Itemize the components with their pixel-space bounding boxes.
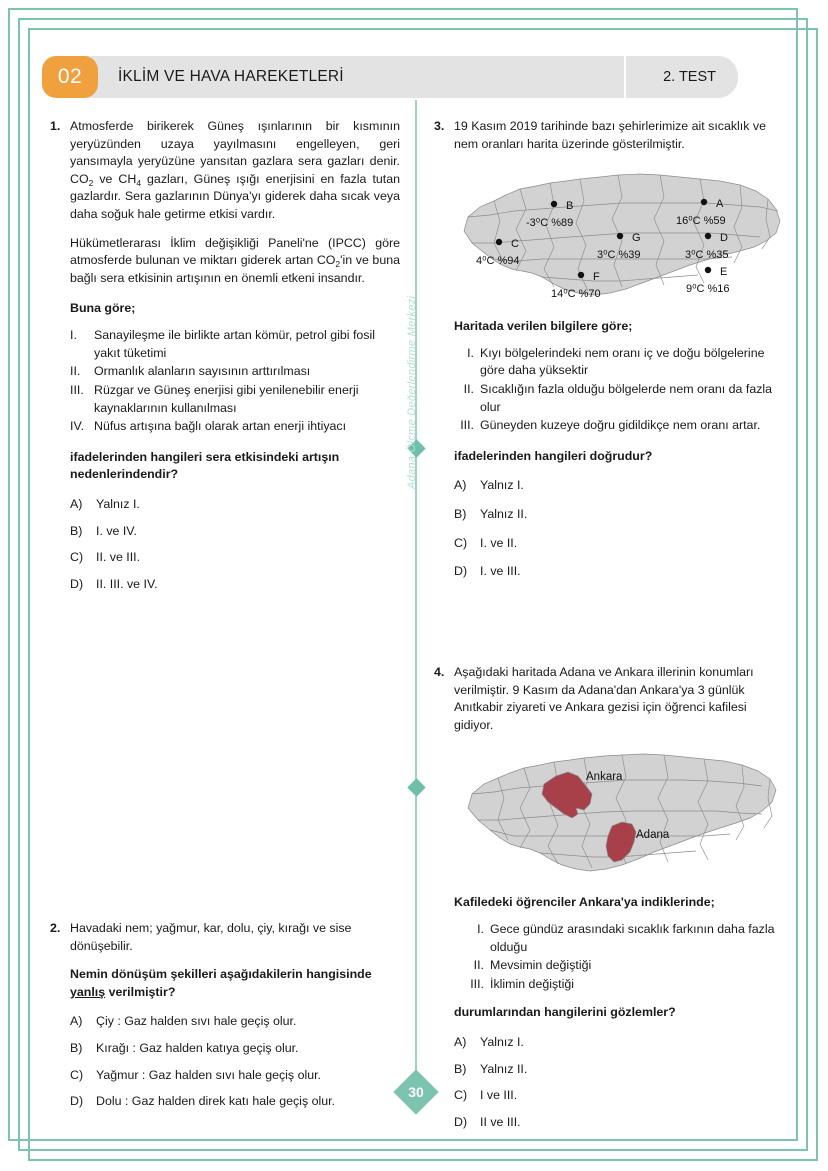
roman-numeral: II. <box>70 364 81 379</box>
roman-numeral: III. <box>470 976 484 991</box>
map-point-B-id: B <box>566 200 574 213</box>
left-column <box>48 118 400 1109</box>
question-prompt: ifadelerinden hangileri sera etkisindeki artışın nedenlerindendir? <box>70 449 340 482</box>
roman-text: Kıyı bölgelerindeki nem oranı iç ve doğu bölgelerine göre daha yüksektir <box>480 345 765 378</box>
option-text: Yalnız II. <box>480 507 528 522</box>
list-item <box>70 382 400 417</box>
question-prompt: ifadelerinden hangileri doğrudur? <box>454 448 653 463</box>
map-point-G-id: G <box>632 232 641 245</box>
option-b[interactable] <box>70 523 400 541</box>
option-b[interactable] <box>454 506 784 524</box>
option-letter: C) <box>70 550 84 565</box>
option-c[interactable] <box>454 535 784 553</box>
roman-statement-list <box>70 327 400 436</box>
option-text: II. III. ve IV. <box>96 576 158 591</box>
roman-statement-list <box>464 921 784 993</box>
roman-numeral: I. <box>467 345 474 360</box>
question-paragraph: Havadaki nem; yağmur, kar, dolu, çiy, kırağı ve sise dönüşebilir. <box>70 921 352 953</box>
option-letter: D) <box>70 576 84 591</box>
option-letter: C) <box>70 1067 84 1082</box>
map-point-C-value: 4⁰C %94 <box>476 255 520 268</box>
option-text: Yağmur : Gaz halden sıvı hale geçiş olur. <box>96 1067 321 1082</box>
option-letter: D) <box>70 1094 84 1109</box>
map-point-E-value: 9⁰C %16 <box>686 283 730 296</box>
divider-diamond-icon <box>407 778 425 796</box>
roman-text: Güneyden kuzeye doğru gidildikçe nem oranı artar. <box>480 418 761 433</box>
question-prompt: durumlarından hangilerini gözlemler? <box>454 1005 676 1020</box>
option-text: Yalnız I. <box>480 478 524 493</box>
option-letter: A) <box>70 1014 83 1029</box>
question-paragraph: Hükümetlerarası İklim değişikliği Paneli'ne (IPCC) göre atmosferde bulunan ve miktarı giderek artan $CO_2'in$ ve buna bağlı sera etkisinin artışının en önemli etkeni insandır. <box>70 235 400 285</box>
option-d[interactable] <box>454 563 784 581</box>
answer-options <box>70 496 400 593</box>
option-text: Yalnız II. <box>480 1061 528 1076</box>
option-letter: D) <box>454 1114 468 1129</box>
map-point-B-value: -3⁰C %89 <box>526 217 574 230</box>
option-letter: B) <box>454 507 467 522</box>
option-a[interactable] <box>70 1013 400 1031</box>
city-label-adana: Adana <box>636 829 670 842</box>
list-item <box>454 345 784 380</box>
map-point-F-value: 14⁰C %70 <box>551 288 601 301</box>
option-letter: B) <box>70 523 83 538</box>
map-point-A-id: A <box>716 198 724 211</box>
test-label: 2. TEST <box>663 69 716 85</box>
option-a[interactable] <box>70 496 400 514</box>
list-item <box>464 921 784 956</box>
roman-text: Ormanlık alanların sayısının arttırılması <box>94 364 311 379</box>
page-content <box>34 34 794 1130</box>
list-item <box>70 418 400 436</box>
list-item <box>464 976 784 994</box>
option-c[interactable] <box>70 549 400 567</box>
option-text: Yalnız I. <box>96 496 140 511</box>
option-b[interactable] <box>454 1061 784 1079</box>
question-number: 2. <box>50 921 61 935</box>
option-letter: A) <box>454 1035 467 1050</box>
option-b[interactable] <box>70 1040 400 1058</box>
question-lead: Haritada verilen bilgilere göre; <box>454 319 633 334</box>
question-number: 1. <box>50 119 61 133</box>
roman-numeral: I. <box>70 328 77 343</box>
map-point-C-id: C <box>511 238 519 251</box>
option-d[interactable] <box>70 1093 400 1111</box>
map-point-F-id: F <box>593 271 600 284</box>
turkey-temperature-humidity-map <box>454 165 784 305</box>
header-separator <box>624 56 626 98</box>
option-a[interactable] <box>454 477 784 495</box>
roman-numeral: IV. <box>70 419 85 434</box>
roman-numeral: III. <box>70 382 84 397</box>
roman-text: Sıcaklığın fazla olduğu bölgelerde nem oranı da fazla olur <box>480 382 773 414</box>
page-title: İKLİM VE HAVA HAREKETLERİ <box>118 68 344 85</box>
map-point-G-value: 3⁰C %39 <box>597 249 641 262</box>
question-1 <box>48 118 400 602</box>
question-lead: Buna göre; <box>70 301 136 316</box>
option-text: I. ve III. <box>480 564 521 579</box>
list-item <box>454 417 784 435</box>
answer-options <box>454 477 784 580</box>
question-lead: Kafiledeki öğrenciler Ankara'ya indiklerinde; <box>454 895 715 910</box>
map-point-D-value: 3⁰C %35 <box>685 249 729 262</box>
option-text: Kırağı : Gaz halden katıya geçiş olur. <box>96 1041 299 1056</box>
option-text: Çiy : Gaz halden sıvı hale geçiş olur. <box>96 1014 297 1029</box>
question-number: 4. <box>434 665 445 679</box>
question-4 <box>432 664 784 1141</box>
list-item <box>70 327 400 362</box>
question-prompt <box>70 966 400 1001</box>
option-text: II ve III. <box>480 1114 521 1129</box>
answer-options <box>454 1034 784 1131</box>
turkey-cities-map <box>454 746 784 881</box>
roman-statement-list <box>454 345 784 435</box>
prompt-underlined: yanlış <box>70 984 106 999</box>
answer-options <box>70 1013 400 1110</box>
list-item <box>454 381 784 416</box>
question-3 <box>432 118 784 592</box>
option-text: I ve III. <box>480 1088 518 1103</box>
question-2 <box>48 920 400 1120</box>
roman-text: İklimin değiştiği <box>490 976 575 991</box>
roman-numeral: III. <box>460 418 474 433</box>
watermark-text: Adana Ölçme Değerlendirme Merkezi <box>406 295 418 489</box>
option-letter: D) <box>454 564 468 579</box>
option-letter: C) <box>454 535 468 550</box>
option-c[interactable] <box>70 1067 400 1085</box>
option-text: I. ve II. <box>480 535 518 550</box>
list-item <box>464 957 784 975</box>
option-c[interactable] <box>454 1087 784 1105</box>
roman-text: Mevsimin değiştiği <box>490 958 592 973</box>
option-letter: A) <box>454 478 467 493</box>
roman-text: Sanayileşme ile birlikte artan kömür, petrol gibi fosil yakıt tüketimi <box>94 328 375 360</box>
page-number: 30 <box>408 1084 424 1100</box>
prompt-part-2: verilmiştir? <box>105 984 176 999</box>
roman-numeral: I. <box>477 922 484 937</box>
question-paragraph: Aşağıdaki haritada Adana ve Ankara illerinin konumları verilmiştir. 9 Kasım da Adana'dan Ankara'ya 3 günlük Anıtkabir ziyareti ve Ankara gezisi için öğrenci kafilesi gidiyor. <box>454 665 754 732</box>
option-letter: B) <box>454 1061 467 1076</box>
city-label-ankara: Ankara <box>586 771 623 784</box>
option-d[interactable] <box>70 576 400 594</box>
map-point-A-value: 16⁰C %59 <box>676 215 726 228</box>
list-item <box>70 363 400 381</box>
option-text: II. ve III. <box>96 550 141 565</box>
option-d[interactable] <box>454 1114 784 1132</box>
option-text: I. ve IV. <box>96 523 137 538</box>
roman-text: Gece gündüz arasındaki sıcaklık farkının daha fazla olduğu <box>490 922 775 954</box>
question-paragraph: 19 Kasım 2019 tarihinde bazı şehirlerimize ait sıcaklık ve nem oranları harita üzerinde gösterilmiştir. <box>454 119 766 151</box>
roman-text: Rüzgar ve Güneş enerjisi gibi yenilenebilir enerji kaynaklarının kullanılması <box>94 382 359 415</box>
roman-numeral: II. <box>463 382 474 397</box>
option-letter: C) <box>454 1088 468 1103</box>
roman-text: Nüfus artışına bağlı olarak artan enerji ihtiyacı <box>94 419 347 434</box>
option-letter: A) <box>70 496 83 511</box>
map-point-E-id: E <box>720 266 728 279</box>
question-paragraph: Atmosferde birikerek Güneş ışınlarının bir kısmının yeryüzünden uzaya yayılmasını engelleyen, geri yansımayla yeryüzüne yansıtan gazlara sera gazları denir. $CO_2$ ve $CH_4$ gazları, Güneş ışığı enerjisini en fazla tutan gazlardır. Sera gazlarının Dünya'yı giderek daha sıcak veya daha soğuk hale getirme etkisi vardır. <box>70 119 400 222</box>
option-a[interactable] <box>454 1034 784 1052</box>
option-letter: B) <box>70 1041 83 1056</box>
roman-numeral: II. <box>473 958 484 973</box>
option-text: Yalnız I. <box>480 1035 524 1050</box>
question-number: 3. <box>434 119 445 133</box>
unit-number-badge: 02 <box>42 56 98 98</box>
map-point-D-id: D <box>720 232 728 245</box>
column-divider <box>415 100 417 1108</box>
option-text: Dolu : Gaz halden direk katı hale geçiş olur. <box>96 1094 335 1109</box>
page-header <box>38 56 738 98</box>
prompt-part-1: Nemin dönüşüm şekilleri aşağıdakilerin hangisinde <box>70 967 372 982</box>
